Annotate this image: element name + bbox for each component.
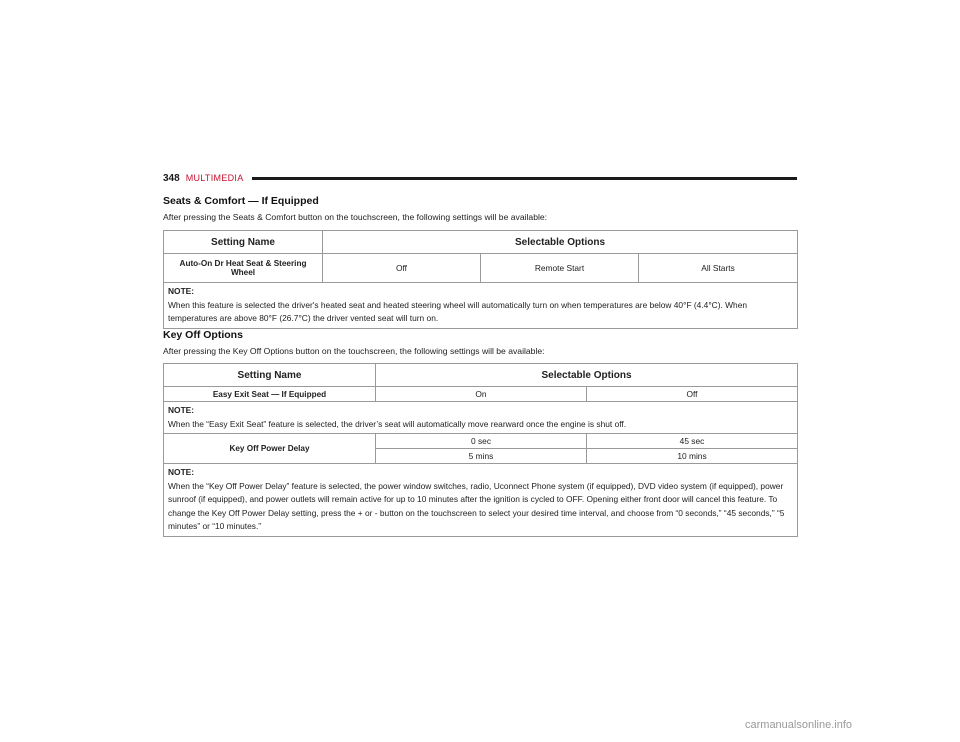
- column-header-selectable-options: Selectable Options: [376, 364, 798, 387]
- option-cell: 45 sec: [587, 434, 798, 449]
- option-cell: Remote Start: [481, 254, 639, 283]
- page-header: [163, 170, 797, 186]
- key-off-options-intro: After pressing the Key Off Options button on the touchscreen, the following settings will be available:: [163, 346, 545, 356]
- setting-name-cell: Easy Exit Seat — If Equipped: [164, 387, 376, 402]
- note-row: [164, 402, 798, 434]
- table-row: [164, 434, 798, 449]
- watermark-logo: carmanualsonline.info: [745, 719, 853, 731]
- note-cell: [164, 283, 798, 329]
- page-number: 348: [163, 172, 180, 184]
- note-label: NOTE:: [168, 467, 195, 477]
- note-text: When this feature is selected the driver's heated seat and heated steering wheel will automatically turn on when temperatures are below 40°F (4.4°C). When temperatures are above 80°F (26.7°C) the driver vented seat will turn on.: [168, 299, 748, 323]
- note-row: [164, 283, 798, 329]
- seats-comfort-heading: Seats & Comfort — If Equipped: [163, 195, 319, 207]
- note-row: [164, 464, 798, 537]
- option-cell: Off: [323, 254, 481, 283]
- table-row: [164, 387, 798, 402]
- note-label: NOTE:: [168, 405, 195, 415]
- note-label: NOTE:: [168, 286, 195, 296]
- option-cell: 0 sec: [376, 434, 587, 449]
- option-cell: All Starts: [639, 254, 798, 283]
- note-cell: [164, 464, 798, 537]
- column-header-selectable-options: Selectable Options: [323, 231, 798, 254]
- option-cell: 10 mins: [587, 449, 798, 464]
- column-header-setting-name: Setting Name: [164, 231, 323, 254]
- seats-comfort-intro: After pressing the Seats & Comfort button on the touchscreen, the following settings will be available:: [163, 212, 548, 222]
- section-name: MULTIMEDIA: [185, 173, 244, 183]
- option-cell: Off: [587, 387, 798, 402]
- option-cell: On: [376, 387, 587, 402]
- header-rule: [252, 177, 797, 180]
- seats-comfort-table: [163, 230, 798, 329]
- column-header-setting-name: Setting Name: [164, 364, 376, 387]
- note-cell: [164, 402, 798, 434]
- setting-name-cell: Auto-On Dr Heat Seat & Steering Wheel: [164, 254, 323, 283]
- setting-name-cell: Key Off Power Delay: [164, 434, 376, 464]
- table-row: [164, 254, 798, 283]
- key-off-options-heading: Key Off Options: [163, 329, 243, 341]
- note-text: When the “Key Off Power Delay” feature is selected, the power window switches, radio, Uconnect Phone system (if equipped), DVD video system (if equipped), power sunroof (if equipped), and power outlets will remain active for up to 10 minutes after the ignition is cycled to OFF. Opening either front door will cancel this feature. To change the Key Off Power Delay setting, press the + or - button on the touchscreen to select your desired time interval, and choose from “0 seconds,” “45 seconds,” “5 minutes” or “10 minutes.”: [168, 480, 785, 531]
- option-cell: 5 mins: [376, 449, 587, 464]
- key-off-options-table: [163, 363, 798, 537]
- note-text: When the “Easy Exit Seat” feature is selected, the driver’s seat will automatically move rearward once the engine is shut off.: [168, 418, 627, 429]
